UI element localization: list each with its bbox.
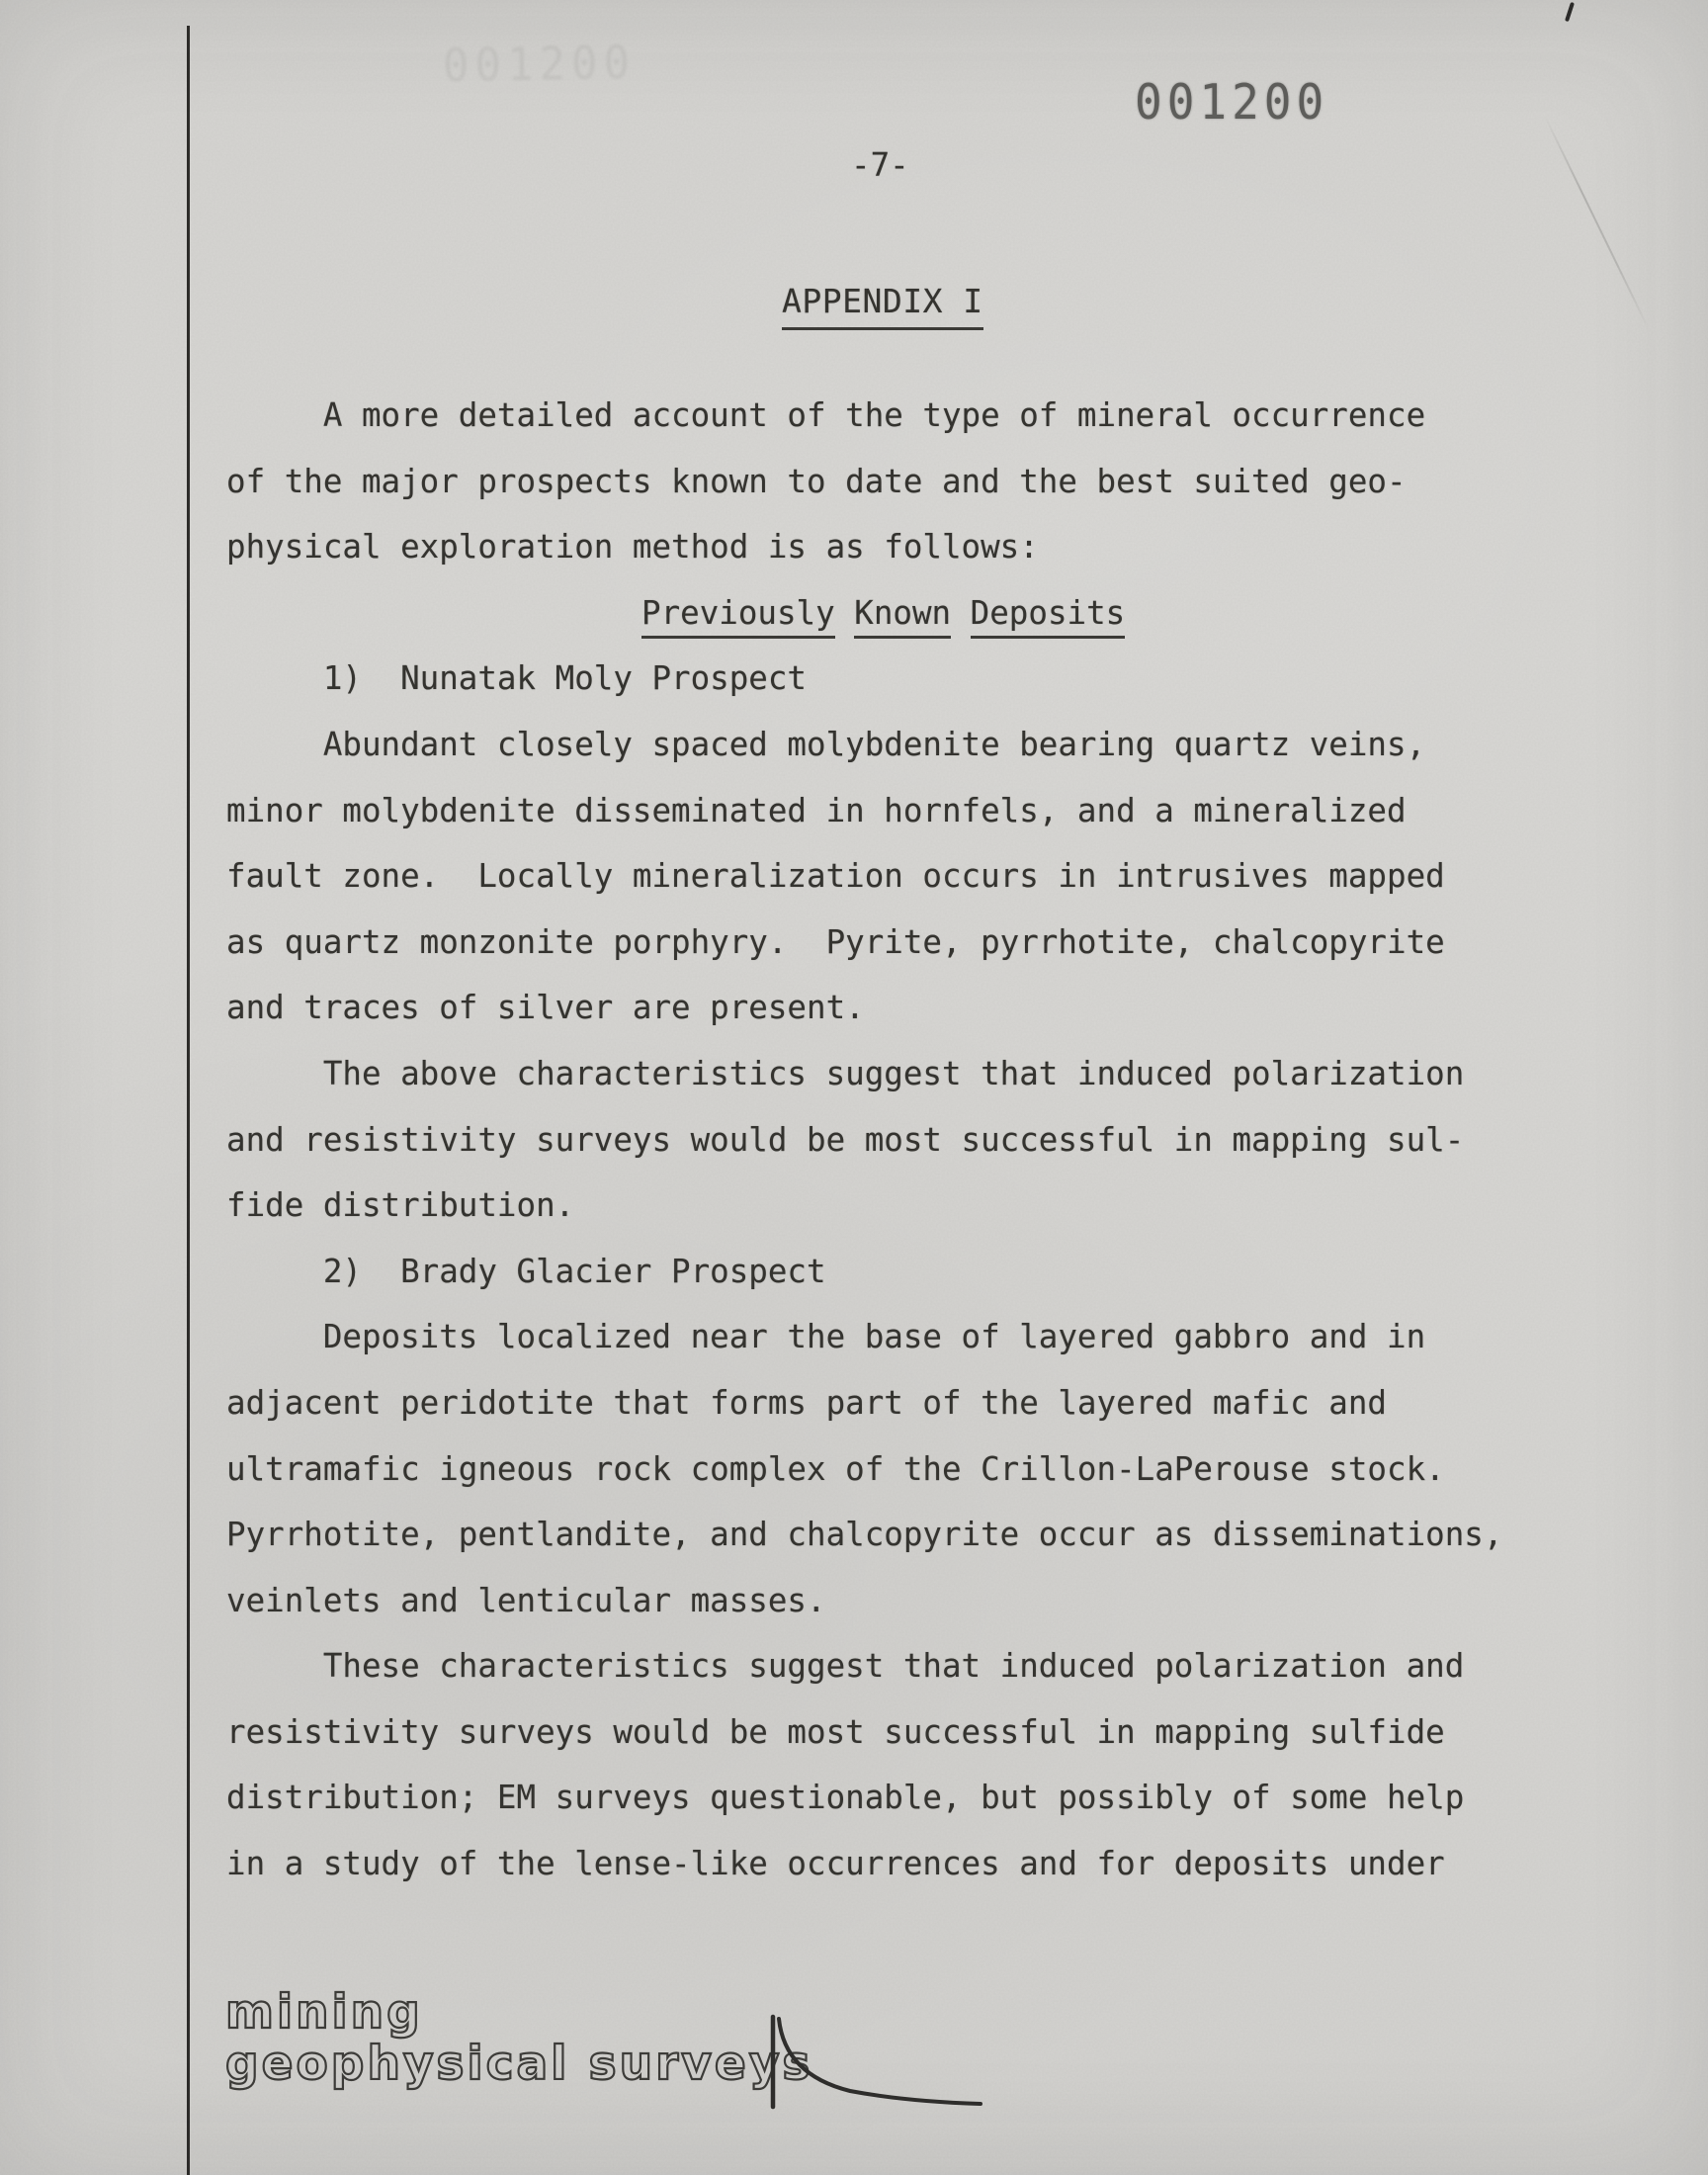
text-line: minor molybdenite disseminated in hornfels, and a mineralized	[226, 791, 1407, 829]
text-line: physical exploration method is as follows:	[226, 528, 1039, 566]
text-line: ultramafic igneous rock complex of the Crillon-LaPerouse stock.	[226, 1449, 1445, 1488]
text-line: Pyrrhotite, pentlandite, and chalcopyrite occur as disseminations,	[226, 1516, 1503, 1554]
underlined-word: Deposits	[971, 594, 1126, 639]
logo-text-mining: mining	[225, 1985, 423, 2040]
logo-text-geophysical-surveys: geophysical surveys	[225, 2037, 813, 2091]
text-line: Deposits localized near the base of layered gabbro and in	[226, 1318, 1426, 1356]
paper-crease	[1544, 116, 1650, 330]
text-line: in a study of the lense-like occurrences and for deposits under	[226, 1845, 1445, 1883]
underlined-word: Known	[854, 594, 951, 639]
text-line: as quartz monzonite porphyry. Pyrite, pyrrhotite, chalcopyrite	[226, 922, 1445, 961]
text-line: Abundant closely spaced molybdenite bearing quartz veins,	[226, 725, 1426, 763]
text-line: of the major prospects known to date and the best suited geo-	[226, 462, 1407, 500]
section-heading	[641, 580, 1541, 647]
document-number-stamp: 001200	[1135, 73, 1329, 130]
text-line: The above characteristics suggest that induced polarization	[226, 1054, 1465, 1092]
text-line: and traces of silver are present.	[226, 989, 865, 1027]
margin-rule	[187, 26, 190, 2175]
text-line: adjacent peridotite that forms part of the layered mafic and	[226, 1383, 1387, 1422]
text-line: 2) Brady Glacier Prospect	[226, 1252, 826, 1290]
decay-curve-graphic	[759, 2007, 996, 2118]
text-line: veinlets and lenticular masses.	[226, 1581, 826, 1619]
underlined-word: Previously	[641, 594, 835, 639]
text-line: fide distribution.	[226, 1186, 575, 1225]
ghost-stamp: 001200	[442, 37, 637, 93]
text-line: fault zone. Locally mineralization occurs in intrusives mapped	[226, 857, 1445, 896]
pen-mark	[1565, 2, 1575, 22]
text-line: 1) Nunatak Moly Prospect	[226, 659, 807, 698]
company-logo	[225, 1985, 813, 2091]
text-line: and resistivity surveys would be most successful in mapping sul-	[226, 1120, 1465, 1159]
text-line: These characteristics suggest that induced polarization and	[226, 1647, 1465, 1686]
text-line: A more detailed account of the type of mineral occurrence	[226, 396, 1426, 434]
document-lines	[226, 383, 1541, 1897]
appendix-heading: APPENDIX I	[782, 282, 983, 330]
text-line: resistivity surveys would be most successful in mapping sulfide	[226, 1712, 1445, 1751]
text-line: distribution; EM surveys questionable, but possibly of some help	[226, 1779, 1465, 1817]
page-number: -7-	[851, 146, 909, 184]
